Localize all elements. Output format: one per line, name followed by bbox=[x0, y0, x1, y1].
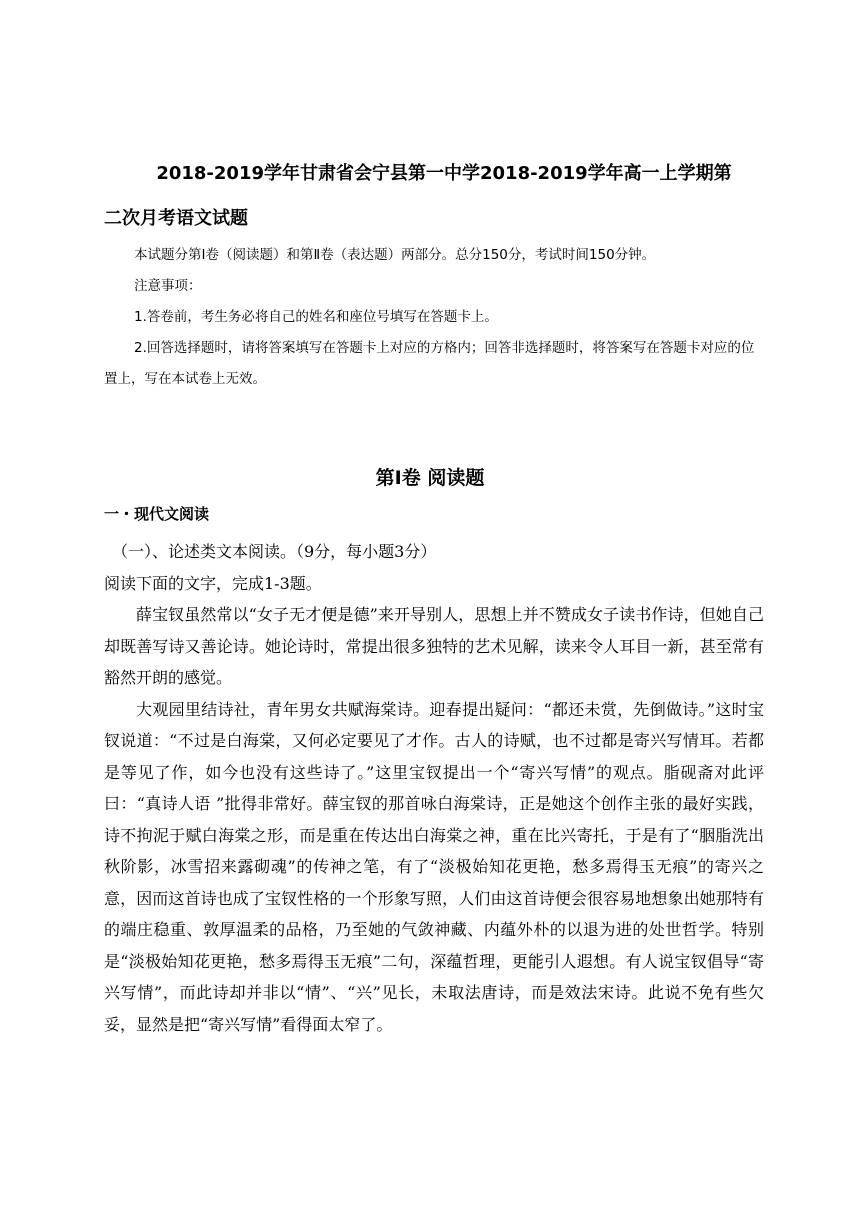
passage-paragraph-2: 大观园里结诗社，青年男女共赋海棠诗。迎春提出疑问：“都还未赏，先倒做诗。”这时宝钗说道：“不过是白海棠，又何必定要见了才作。古人的诗赋，也不过都是寄兴写情耳。若都是等见了作，如今也没有这些诗了。”这里宝钗提出一个“寄兴写情”的观点。脂砚斋对此评曰：“真诗人语 ”批得非常好。薛宝钗的那首咏白海棠诗，正是她这个创作主张的最好实践，诗不拘泥于赋白海棠之形，而是重在传达出白海棠之神，重在比兴寄托，于是有了“胭脂洗出秋阶影，冰雪招来露砌魂”的传神之笔，有了“淡极始知花更艳，愁多焉得玉无痕”的寄兴之意，因而这首诗也成了宝钗性格的一个形象写照，人们由这首诗便会很容易地想象出她那特有的端庄稳重、敦厚温柔的品格，乃至她的气敛神藏、内蕴外朴的以退为进的处世哲学。特别是“淡极始知花更艳，愁多焉得玉无痕”二句，深蕴哲理，更能引人遐想。有人说宝钗倡导“寄兴写情”，而此诗却并非以“情”、“兴”见长，未取法唐诗，而是效法宋诗。此说不免有些欠妥，显然是把“寄兴写情”看得面太窄了。 bbox=[104, 699, 764, 1034]
section-title: 第Ⅰ卷 阅读题 bbox=[375, 467, 485, 489]
notice-heading: 注意事项： bbox=[134, 278, 202, 294]
part-title: 一・现代文阅读 bbox=[104, 505, 210, 523]
exam-title-line2: 二次月考语文试题 bbox=[104, 208, 248, 229]
notice-intro: 本试题分第Ⅰ卷（阅读题）和第Ⅱ卷（表达题）两部分。总分150分，考试时间150分钟。 bbox=[134, 247, 656, 263]
reading-instruction: 阅读下面的文字，完成1-3题。 bbox=[104, 573, 322, 593]
notice-item-1: 1.答卷前，考生务必将自己的姓名和座位号填写在答题卡上。 bbox=[134, 309, 498, 325]
notice-item-2: 2.回答选择题时，请将答案填写在答题卡上对应的方格内；回答非选择题时，将答案写在答题卡对应的位置上，写在本试卷上无效。 bbox=[104, 340, 755, 387]
reading-content bbox=[104, 536, 764, 1040]
subpart-heading: （一）、论述类文本阅读。（9分，每小题3分） bbox=[112, 542, 437, 561]
exam-notice bbox=[104, 240, 764, 395]
passage-paragraph-1: 薛宝钗虽然常以“女子无才便是德”来开导别人，思想上并不赞成女子读书作诗，但她自己却既善写诗又善论诗。她论诗时，常提出很多独特的艺术见解，读来令人耳目一新，甚至常有豁然开朗的感觉。 bbox=[104, 605, 764, 687]
exam-title-line1: 2018-2019学年甘肃省会宁县第一中学2018-2019学年高一上学期第 bbox=[156, 163, 732, 184]
